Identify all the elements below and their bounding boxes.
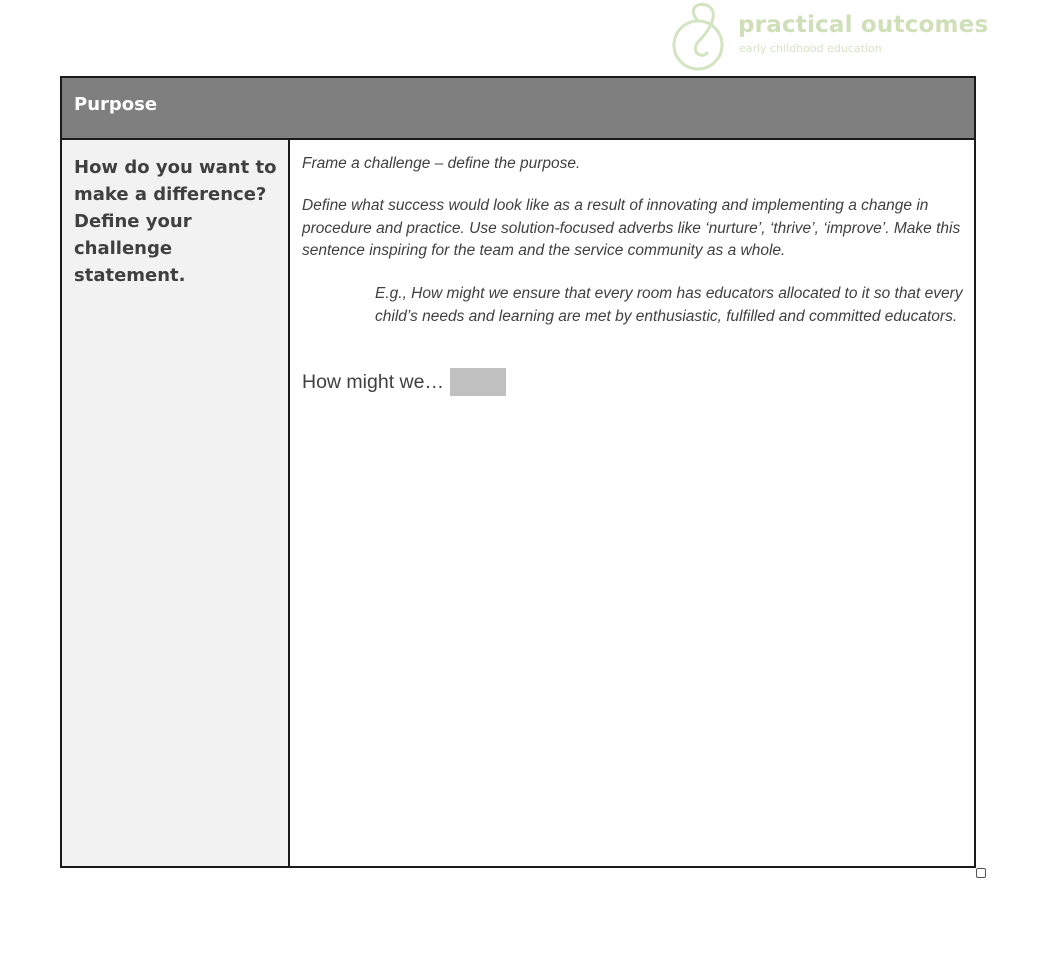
logo-subtitle: early childhood education bbox=[739, 42, 882, 55]
logo-title: practical outcomes bbox=[738, 12, 989, 38]
instruction-define: Define what success would look like as a result of innovating and implementing a change in procedure and practice. Use solution-focused adverbs like ‘nurture’, ‘thrive’, ‘improve’. Make this sentence inspiring for the team and the service community as a whole. bbox=[302, 197, 961, 259]
response-cell[interactable] bbox=[290, 140, 974, 866]
instruction-example: E.g., How might we ensure that every room has educators allocated to it so that every child’s needs and learning are met by enthusiastic, fulfilled and committed educators. bbox=[375, 285, 963, 325]
logo-mark-icon bbox=[668, 0, 728, 72]
prompt-line bbox=[302, 368, 506, 396]
practical-outcomes-logo bbox=[668, 0, 988, 72]
purpose-table bbox=[60, 76, 976, 868]
table-header-row bbox=[62, 78, 974, 140]
table-resize-handle[interactable] bbox=[976, 868, 986, 878]
prompt-text: How might we… bbox=[302, 370, 444, 393]
instruction-frame: Frame a challenge – define the purpose. bbox=[302, 155, 581, 172]
question-cell bbox=[62, 140, 290, 866]
answer-form-field[interactable] bbox=[450, 368, 506, 396]
challenge-question: How do you want to make a difference? Define your challenge statement. bbox=[74, 157, 277, 286]
table-header-title: Purpose bbox=[74, 94, 158, 115]
